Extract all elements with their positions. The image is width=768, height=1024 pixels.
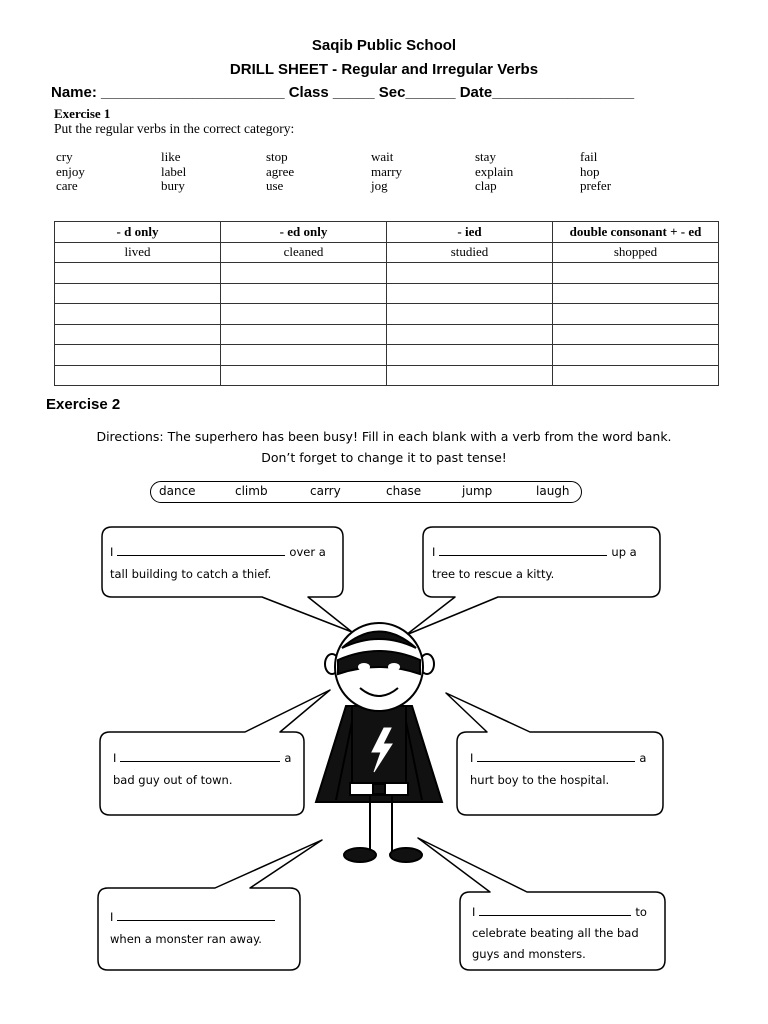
word: stop <box>266 149 288 164</box>
word-bank-item: laugh <box>536 484 570 498</box>
answer-blank[interactable] <box>117 908 275 921</box>
bubble-2-line-2: tree to rescue a kitty. <box>432 567 555 581</box>
bubble-5-line-1: I <box>110 906 279 928</box>
column-header: - d only <box>55 222 221 243</box>
word-bank-item: jump <box>462 484 493 498</box>
word: fail <box>580 149 598 164</box>
word: stay <box>475 149 496 164</box>
bubble-6-line-1: I to <box>472 905 647 919</box>
word: prefer <box>580 178 612 193</box>
right-shoe <box>390 848 422 862</box>
speech-bubble <box>98 840 322 970</box>
word: use <box>266 178 284 193</box>
sheet-title: DRILL SHEET - Regular and Irregular Verbs <box>229 61 539 78</box>
word: agree <box>266 163 295 179</box>
exercise-1-directions: Put the regular verbs in the correct category: <box>54 121 295 136</box>
word: explain <box>475 163 514 179</box>
left-shoe <box>344 848 376 862</box>
example-cell: lived <box>55 242 221 263</box>
exercise-2-directions-reminder: Don’t forget to change it to past tense! <box>261 450 507 465</box>
school-name: Saqib Public School <box>311 37 457 54</box>
word: hop <box>580 163 600 179</box>
word-bank-item: climb <box>235 484 268 498</box>
bubble-4-line-1: I a <box>470 751 647 765</box>
word: jog <box>371 178 388 193</box>
student-info-line[interactable]: Name: ______________________ Class _____ Sec______ Date_________________ <box>51 84 635 101</box>
bubble-5-line-2: when a monster ran away. <box>110 932 262 946</box>
answer-blank[interactable] <box>477 749 635 762</box>
column-header: double consonant + - ed <box>553 222 719 243</box>
bubble-3-line-1: I a <box>113 751 292 765</box>
bubble-4-line-2: hurt boy to the hospital. <box>470 773 610 787</box>
exercise-2-title: Exercise 2 <box>46 396 121 413</box>
word: care <box>56 178 78 193</box>
word: label <box>161 163 187 179</box>
exercise-1-title: Exercise 1 <box>54 106 111 121</box>
word: bury <box>161 178 185 193</box>
bubble-6-line-2: celebrate beating all the bad <box>472 926 639 940</box>
word: like <box>161 149 181 164</box>
example-cell: studied <box>387 242 553 263</box>
word: clap <box>475 178 497 193</box>
example-cell: cleaned <box>221 242 387 263</box>
word: wait <box>371 149 394 164</box>
bubble-6-line-3: guys and monsters. <box>472 947 586 961</box>
example-cell: shopped <box>553 242 719 263</box>
word: cry <box>56 149 73 164</box>
bubble-1-line-2: tall building to catch a thief. <box>110 567 272 581</box>
word: marry <box>371 163 403 179</box>
bubble-2-line-1: I up a <box>432 545 637 559</box>
answer-blank[interactable] <box>439 543 607 556</box>
word: enjoy <box>56 163 85 179</box>
answer-blank[interactable] <box>479 903 631 916</box>
answer-blank[interactable] <box>117 543 285 556</box>
column-header: - ied <box>387 222 553 243</box>
word-bank-item: carry <box>310 484 341 498</box>
exercise-2-directions: Directions: The superhero has been busy! Fill in each blank with a verb from the word bank. <box>96 429 672 444</box>
column-header: - ed only <box>221 222 387 243</box>
bubble-3-line-2: bad guy out of town. <box>113 773 233 787</box>
bubble-1-line-1: I over a <box>110 545 326 559</box>
word-bank-item: dance <box>159 484 196 498</box>
superhero-figure <box>316 623 442 862</box>
answer-blank[interactable] <box>120 749 280 762</box>
word-bank-item: chase <box>386 484 422 498</box>
